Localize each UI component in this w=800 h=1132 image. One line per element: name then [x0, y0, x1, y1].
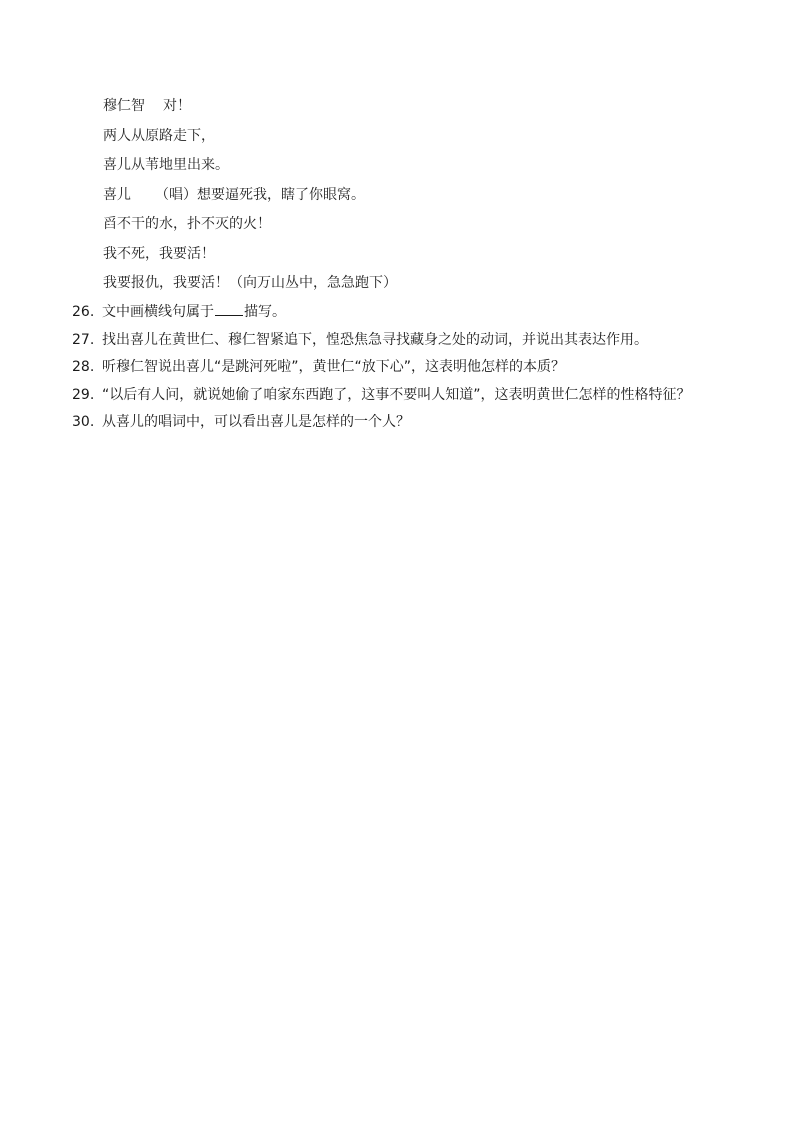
script-line	[103, 122, 723, 152]
question-28	[72, 354, 772, 382]
question-text-before: 文中画横线句属于	[102, 304, 214, 320]
line-text: 我不死，我要活！	[103, 245, 215, 262]
question-number: 27.	[72, 331, 95, 348]
speaker-name: 喜儿	[103, 186, 131, 203]
question-number: 30.	[72, 414, 95, 430]
stage-direction: 两人从原路走下，	[103, 127, 215, 144]
script-line	[103, 92, 723, 122]
question-27	[72, 327, 772, 355]
question-text-after: 描写。	[244, 304, 286, 320]
script-line	[103, 181, 723, 211]
question-number: 26.	[72, 304, 95, 320]
question-text: “以后有人问，就说她偷了咱家东西跑了，这事不要叫人知道”，这表明黄世仁怎样的性格特征？	[102, 386, 691, 403]
line-text: （唱）想要逼死我，瞎了你眼窝。	[155, 186, 365, 203]
script-excerpt	[103, 92, 723, 299]
script-line	[103, 210, 723, 240]
stage-direction: 喜儿从苇地里出来。	[103, 157, 229, 173]
answer-blank[interactable]	[215, 303, 243, 316]
question-30	[72, 409, 772, 437]
line-text: 我要报仇，我要活！（向万山丛中，急急跑下）	[103, 275, 397, 291]
speaker-name: 穆仁智	[103, 98, 145, 114]
question-list	[72, 299, 772, 437]
question-number: 28.	[72, 359, 95, 375]
script-line	[103, 240, 723, 270]
question-number: 29.	[72, 386, 95, 403]
question-26	[72, 299, 772, 327]
script-line	[103, 269, 723, 299]
question-text: 听穆仁智说出喜儿“是跳河死啦”，黄世仁“放下心”，这表明他怎样的本质？	[102, 359, 566, 375]
question-text: 找出喜儿在黄世仁、穆仁智紧追下，惶恐焦急寻找藏身之处的动词，并说出其表达作用。	[102, 331, 648, 348]
question-text: 从喜儿的唱词中，可以看出喜儿是怎样的一个人？	[102, 414, 410, 430]
line-text: 舀不干的水，扑不灭的火！	[103, 216, 271, 232]
question-29	[72, 382, 772, 410]
line-text: 对！	[163, 98, 191, 114]
script-line	[103, 151, 723, 181]
